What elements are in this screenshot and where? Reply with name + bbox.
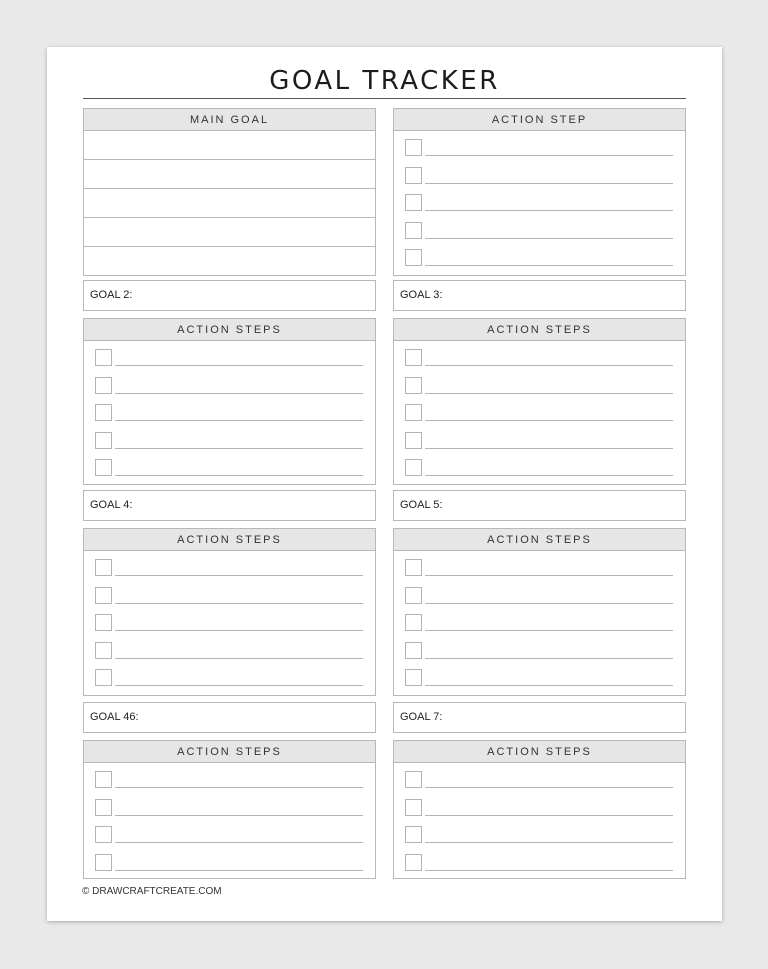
checkbox[interactable] bbox=[405, 642, 422, 659]
action-step-row bbox=[394, 607, 685, 635]
checkbox[interactable] bbox=[95, 771, 112, 788]
checkbox[interactable] bbox=[405, 167, 422, 184]
write-line[interactable] bbox=[115, 787, 363, 788]
write-line[interactable] bbox=[425, 365, 673, 366]
checkbox[interactable] bbox=[95, 669, 112, 686]
goal-7-label: GOAL 7: bbox=[400, 711, 443, 723]
write-line[interactable] bbox=[425, 210, 673, 211]
write-line[interactable] bbox=[425, 238, 673, 239]
checkbox[interactable] bbox=[95, 349, 112, 366]
main-goal-line[interactable] bbox=[84, 131, 375, 160]
checkbox[interactable] bbox=[405, 799, 422, 816]
action-step-row bbox=[84, 764, 375, 792]
goal-7-checklist bbox=[394, 763, 685, 875]
checkbox[interactable] bbox=[405, 404, 422, 421]
action-step-row bbox=[394, 132, 685, 160]
write-line[interactable] bbox=[425, 603, 673, 604]
main-goal-line[interactable] bbox=[84, 160, 375, 189]
goal-4-checklist bbox=[84, 551, 375, 691]
action-step-row bbox=[84, 452, 375, 480]
copyright-footer: © DRAWCRAFTCREATE.COM bbox=[82, 886, 222, 897]
goal-6-field[interactable] bbox=[83, 702, 376, 733]
goal-6-actions-heading: ACTION STEPS bbox=[84, 741, 375, 763]
write-line[interactable] bbox=[115, 393, 363, 394]
write-line[interactable] bbox=[425, 155, 673, 156]
write-line[interactable] bbox=[425, 265, 673, 266]
goal-5-actions-panel bbox=[393, 528, 686, 696]
goal-2-label: GOAL 2: bbox=[90, 289, 133, 301]
write-line[interactable] bbox=[115, 842, 363, 843]
write-line[interactable] bbox=[425, 630, 673, 631]
action-step-row bbox=[84, 552, 375, 580]
goal-2-field[interactable] bbox=[83, 280, 376, 311]
checkbox[interactable] bbox=[405, 349, 422, 366]
main-goal-line[interactable] bbox=[84, 247, 375, 276]
write-line[interactable] bbox=[115, 870, 363, 871]
goal-6-actions-panel bbox=[83, 740, 376, 879]
write-line[interactable] bbox=[115, 575, 363, 576]
main-action-checklist bbox=[394, 131, 685, 271]
write-line[interactable] bbox=[115, 475, 363, 476]
checkbox[interactable] bbox=[95, 642, 112, 659]
action-step-row bbox=[394, 425, 685, 453]
checkbox[interactable] bbox=[405, 222, 422, 239]
action-step-row bbox=[394, 370, 685, 398]
action-step-row bbox=[394, 242, 685, 270]
goal-3-field[interactable] bbox=[393, 280, 686, 311]
main-action-panel bbox=[393, 108, 686, 276]
checkbox[interactable] bbox=[405, 249, 422, 266]
goal-2-actions-panel bbox=[83, 318, 376, 485]
write-line[interactable] bbox=[425, 575, 673, 576]
goal-4-actions-panel bbox=[83, 528, 376, 696]
checkbox[interactable] bbox=[95, 377, 112, 394]
goal-3-actions-heading: ACTION STEPS bbox=[394, 319, 685, 341]
goal-6-label: GOAL 46: bbox=[90, 711, 139, 723]
checkbox[interactable] bbox=[405, 771, 422, 788]
write-line[interactable] bbox=[425, 658, 673, 659]
goal-5-checklist bbox=[394, 551, 685, 691]
write-line[interactable] bbox=[115, 420, 363, 421]
goal-7-actions-panel bbox=[393, 740, 686, 879]
checkbox[interactable] bbox=[405, 194, 422, 211]
action-step-row bbox=[394, 342, 685, 370]
action-step-row bbox=[84, 342, 375, 370]
main-goal-lines bbox=[84, 131, 375, 276]
checkbox[interactable] bbox=[95, 432, 112, 449]
action-step-row bbox=[394, 635, 685, 663]
checkbox[interactable] bbox=[405, 614, 422, 631]
checkbox[interactable] bbox=[95, 404, 112, 421]
write-line[interactable] bbox=[425, 685, 673, 686]
goal-4-label: GOAL 4: bbox=[90, 499, 133, 511]
goal-3-actions-panel bbox=[393, 318, 686, 485]
goal-7-field[interactable] bbox=[393, 702, 686, 733]
action-step-row bbox=[394, 187, 685, 215]
action-step-row bbox=[394, 215, 685, 243]
write-line[interactable] bbox=[425, 393, 673, 394]
checkbox[interactable] bbox=[95, 799, 112, 816]
page-title: GOAL TRACKER bbox=[269, 66, 500, 96]
checkbox[interactable] bbox=[405, 669, 422, 686]
title-underline bbox=[83, 98, 686, 99]
write-line[interactable] bbox=[115, 603, 363, 604]
write-line[interactable] bbox=[425, 420, 673, 421]
goal-4-field[interactable] bbox=[83, 490, 376, 521]
goal-2-actions-heading: ACTION STEPS bbox=[84, 319, 375, 341]
main-goal-panel bbox=[83, 108, 376, 276]
main-goal-heading: MAIN GOAL bbox=[84, 109, 375, 131]
checkbox[interactable] bbox=[95, 614, 112, 631]
action-step-row bbox=[394, 847, 685, 875]
checkbox[interactable] bbox=[405, 139, 422, 156]
goal-3-label: GOAL 3: bbox=[400, 289, 443, 301]
action-step-row bbox=[84, 370, 375, 398]
action-step-row bbox=[84, 662, 375, 690]
goal-3-checklist bbox=[394, 341, 685, 481]
action-step-row bbox=[84, 819, 375, 847]
action-step-row bbox=[394, 397, 685, 425]
checkbox[interactable] bbox=[95, 854, 112, 871]
write-line[interactable] bbox=[425, 870, 673, 871]
goal-4-actions-heading: ACTION STEPS bbox=[84, 529, 375, 551]
checkbox[interactable] bbox=[405, 587, 422, 604]
action-step-row bbox=[394, 160, 685, 188]
checkbox[interactable] bbox=[405, 459, 422, 476]
action-step-row bbox=[84, 847, 375, 875]
checkbox[interactable] bbox=[405, 826, 422, 843]
action-step-row bbox=[394, 552, 685, 580]
write-line[interactable] bbox=[425, 475, 673, 476]
action-step-row bbox=[394, 452, 685, 480]
checkbox[interactable] bbox=[405, 432, 422, 449]
planner-page bbox=[47, 47, 722, 921]
checkbox[interactable] bbox=[405, 854, 422, 871]
action-step-row bbox=[84, 425, 375, 453]
checkbox[interactable] bbox=[95, 459, 112, 476]
write-line[interactable] bbox=[115, 630, 363, 631]
write-line[interactable] bbox=[115, 448, 363, 449]
write-line[interactable] bbox=[115, 685, 363, 686]
action-step-row bbox=[84, 607, 375, 635]
write-line[interactable] bbox=[115, 815, 363, 816]
checkbox[interactable] bbox=[95, 587, 112, 604]
action-step-row bbox=[394, 764, 685, 792]
write-line[interactable] bbox=[425, 842, 673, 843]
action-step-row bbox=[394, 662, 685, 690]
action-step-row bbox=[84, 397, 375, 425]
main-goal-line[interactable] bbox=[84, 218, 375, 247]
goal-6-checklist bbox=[84, 763, 375, 875]
write-line[interactable] bbox=[425, 183, 673, 184]
checkbox[interactable] bbox=[95, 559, 112, 576]
goal-5-label: GOAL 5: bbox=[400, 499, 443, 511]
checkbox[interactable] bbox=[95, 826, 112, 843]
write-line[interactable] bbox=[115, 658, 363, 659]
write-line[interactable] bbox=[115, 365, 363, 366]
goal-7-actions-heading: ACTION STEPS bbox=[394, 741, 685, 763]
checkbox[interactable] bbox=[405, 377, 422, 394]
write-line[interactable] bbox=[425, 448, 673, 449]
goal-2-checklist bbox=[84, 341, 375, 481]
action-step-row bbox=[84, 580, 375, 608]
main-goal-line[interactable] bbox=[84, 189, 375, 218]
goal-5-field[interactable] bbox=[393, 490, 686, 521]
action-step-row bbox=[394, 792, 685, 820]
action-step-row bbox=[84, 635, 375, 663]
action-step-row bbox=[394, 580, 685, 608]
goal-5-actions-heading: ACTION STEPS bbox=[394, 529, 685, 551]
action-step-row bbox=[394, 819, 685, 847]
action-step-row bbox=[84, 792, 375, 820]
write-line[interactable] bbox=[425, 787, 673, 788]
main-action-heading: ACTION STEP bbox=[394, 109, 685, 131]
write-line[interactable] bbox=[425, 815, 673, 816]
checkbox[interactable] bbox=[405, 559, 422, 576]
